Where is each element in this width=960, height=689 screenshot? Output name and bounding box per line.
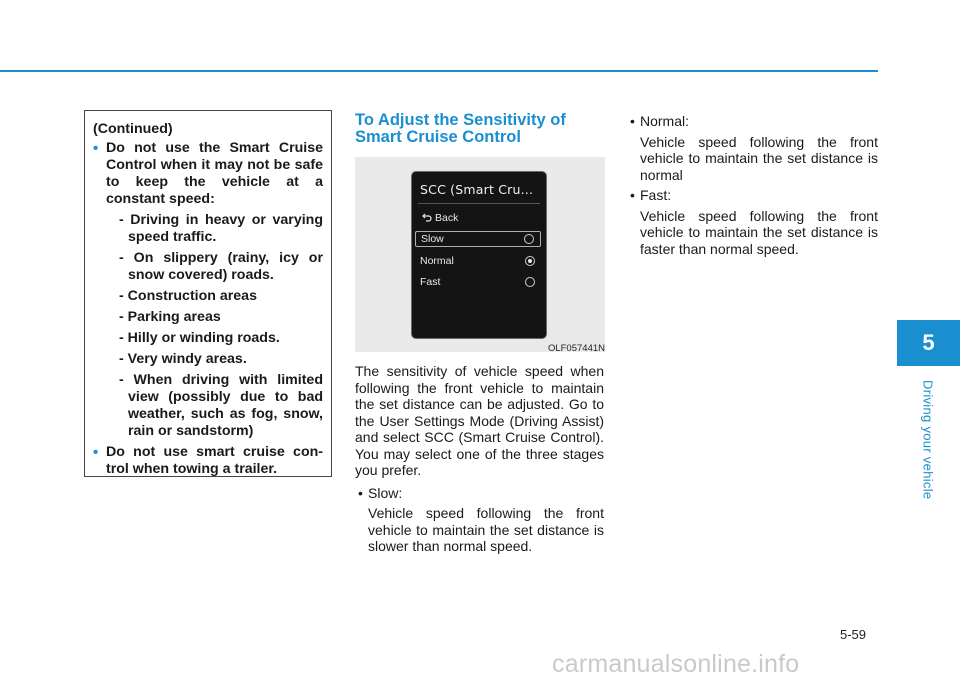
stage-label: Normal: [640,113,690,129]
bullet-dot-icon: • [358,484,363,501]
stage-label-row [627,187,878,204]
condition-item: - Hilly or winding roads. [119,330,280,346]
option-label: Normal [420,255,454,267]
radio-icon [525,256,535,266]
watermark: carmanualsonline.info [552,650,800,678]
screen-title: SCC (Smart Cru... [420,182,534,197]
intro-paragraph: The sensitivity of vehicle speed when following the front vehicle to maintain the set distance can be adjusted. Go to the User Settings Mode (Driving Assist) and select SCC (Smart Cruise Control). You may select one of the three stages you prefer. [355,363,604,478]
condition-item: - Very windy areas. [119,351,247,367]
chapter-label: Driving your vehicle [920,380,936,500]
caution-bullet-text: Do not use smart cruise con-trol when towing a trailer. [106,444,323,477]
bullet-dot-icon: • [630,113,635,129]
radio-icon [524,234,534,244]
radio-icon [525,277,535,287]
back-button [422,212,458,224]
stage-label: Fast: [640,187,672,203]
stage-description: Vehicle speed following the front vehicle to maintain the set distance is normal [640,133,878,183]
bullet-dot-icon: • [630,187,635,203]
stage-item [627,113,878,183]
condition-item: - When driving with limited view (possibly due to bad weather, such as fog, snow, rain or sandstorm) [119,372,323,439]
stage-item [627,187,878,257]
stage-description: Vehicle speed following the front vehicle to maintain the set distance is slower than normal speed. [368,505,604,554]
stage-label-row [627,113,878,130]
display-screen [411,171,547,339]
back-label: Back [435,212,459,224]
stage-label: Slow: [368,484,403,501]
stage-description: Vehicle speed following the front vehicle to maintain the set distance is faster than normal speed. [640,207,878,257]
caution-bullet [93,140,323,208]
option-normal [415,253,541,269]
page-number: 5-59 [840,627,867,642]
caution-bullet-text: Do not use the Smart Cruise Control when it may not be safe to keep the vehicle at a constant speed: [106,140,323,207]
settings-figure [355,157,605,352]
section-title: To Adjust the Sensitivity of Smart Cruise Control [355,111,566,146]
condition-item: - On slippery (rainy, icy or snow covered) roads. [119,250,323,283]
option-fast [415,274,541,290]
caution-box [84,110,332,477]
caution-bullet [93,444,323,478]
option-slow [415,231,541,247]
option-label: Slow [421,233,444,245]
figure-caption: OLF057441N [547,343,605,354]
condition-list [93,212,323,440]
header-rule [0,70,878,72]
condition-item: - Parking areas [119,309,221,325]
chapter-tab: 5 [897,320,960,366]
stage-item [355,485,604,502]
bullet-dot-icon: • [93,444,99,461]
option-label: Fast [420,276,441,288]
continued-label: (Continued) [93,121,173,137]
right-column [627,113,878,261]
screen-divider [418,203,540,204]
back-arrow-icon [422,213,432,222]
bullet-dot-icon: • [93,140,99,157]
condition-item: - Driving in heavy or varying speed traffic. [119,212,323,245]
condition-item: - Construction areas [119,288,257,304]
section-body [355,363,604,555]
